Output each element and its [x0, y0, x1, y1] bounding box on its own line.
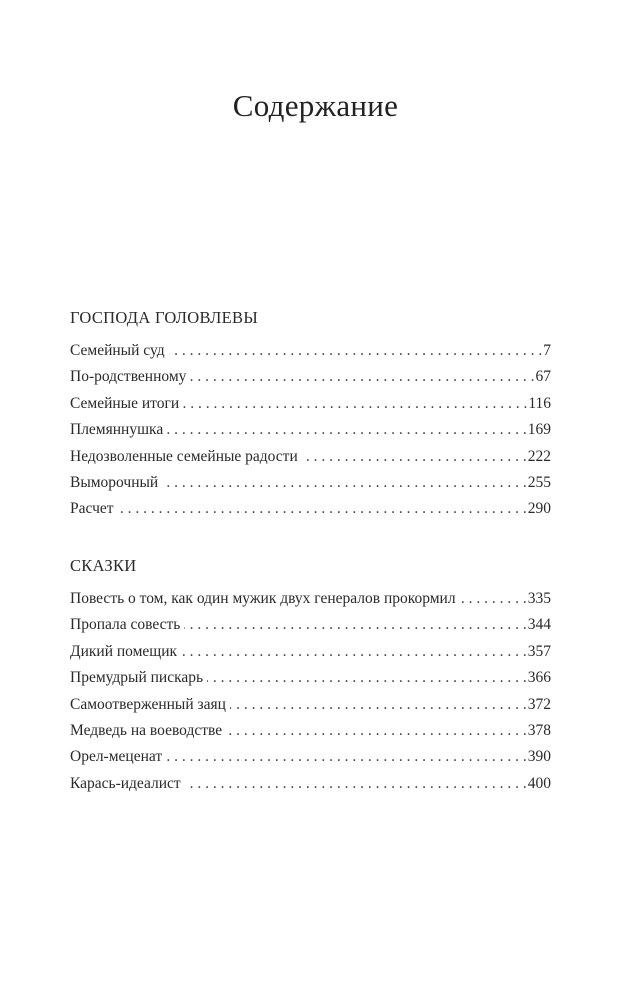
- toc-entry-page: 290: [527, 500, 551, 518]
- toc-entry-page: 344: [527, 616, 551, 634]
- dot-leader: [167, 417, 527, 443]
- dot-leader: [169, 338, 543, 364]
- toc-entry[interactable]: [70, 586, 551, 612]
- dot-leader: [183, 391, 527, 417]
- dot-leader: [181, 639, 527, 665]
- dot-leader: [226, 718, 527, 744]
- dot-leader: [207, 665, 527, 691]
- dot-leader: [118, 496, 527, 522]
- toc-entry-title: Выморочный: [70, 473, 159, 491]
- toc-entry-page: 378: [527, 721, 551, 739]
- toc-entry[interactable]: [70, 470, 551, 496]
- toc-entry-page: 390: [527, 748, 551, 766]
- toc-entry-title: Самоотверженный заяц: [70, 695, 226, 713]
- toc-entry[interactable]: [70, 665, 551, 691]
- dot-leader: [230, 692, 527, 718]
- dot-leader: [162, 470, 527, 496]
- toc-entry-page: 400: [527, 774, 551, 792]
- toc-entry[interactable]: [70, 612, 551, 638]
- toc-entry-title: Недозволенные семейные радости: [70, 447, 298, 465]
- toc-entry-title: Премудрый пискарь: [70, 669, 204, 687]
- section-heading: СКАЗКИ: [70, 556, 137, 575]
- section-heading: ГОСПОДА ГОЛОВЛЕВЫ: [70, 308, 259, 327]
- toc-entry[interactable]: [70, 338, 551, 364]
- section-skazki: [70, 554, 551, 797]
- dot-leader: [190, 364, 534, 390]
- toc-entry-page: 116: [528, 394, 551, 412]
- page-title: Содержание: [232, 88, 399, 123]
- toc-entry[interactable]: [70, 771, 551, 797]
- dot-leader: [302, 444, 527, 470]
- toc-entry[interactable]: [70, 718, 551, 744]
- toc-entry[interactable]: [70, 417, 551, 443]
- toc-entry-title: Племяннушка: [70, 421, 164, 439]
- section-gospoda-golovlevy: [70, 306, 551, 523]
- toc-entry-title: Медведь на воеводстве: [70, 721, 223, 739]
- toc-entry[interactable]: [70, 692, 551, 718]
- dot-leader: [184, 612, 526, 638]
- toc-entry-title: Пропала совесть: [70, 616, 181, 634]
- toc-entry-title: Повесть о том, как один мужик двух генералов прокормил: [70, 590, 456, 607]
- toc-entry[interactable]: [70, 496, 551, 522]
- toc-entry-title: Дикий помещик: [70, 642, 178, 660]
- dot-leader: [185, 771, 527, 797]
- toc-entry-title: Расчет: [70, 500, 114, 518]
- toc-entry-page: 372: [527, 695, 551, 713]
- toc-entry-page: 7: [543, 342, 551, 359]
- dot-leader: [460, 586, 527, 612]
- toc-entry-title: По-родственному: [70, 368, 187, 386]
- toc-entry[interactable]: [70, 364, 551, 390]
- toc-entry-page: 366: [527, 669, 551, 687]
- toc-entry-page: 67: [535, 368, 551, 386]
- toc-entry[interactable]: [70, 391, 551, 417]
- toc-entry-page: 335: [527, 590, 551, 607]
- toc-entry-page: 222: [527, 447, 551, 465]
- toc-entry-title: Орел-меценат: [70, 748, 163, 766]
- toc-entry[interactable]: [70, 639, 551, 665]
- toc-entry-page: 357: [527, 642, 551, 660]
- toc-entry-title: Карась-идеалист: [70, 774, 181, 792]
- dot-leader: [166, 744, 527, 770]
- toc-entry[interactable]: [70, 444, 551, 470]
- toc-entry-page: 255: [527, 473, 551, 491]
- toc-entry-title: Семейный суд: [70, 342, 165, 359]
- toc-entry-title: Семейные итоги: [70, 394, 180, 412]
- toc-entry[interactable]: [70, 744, 551, 770]
- toc-entry-page: 169: [527, 421, 551, 439]
